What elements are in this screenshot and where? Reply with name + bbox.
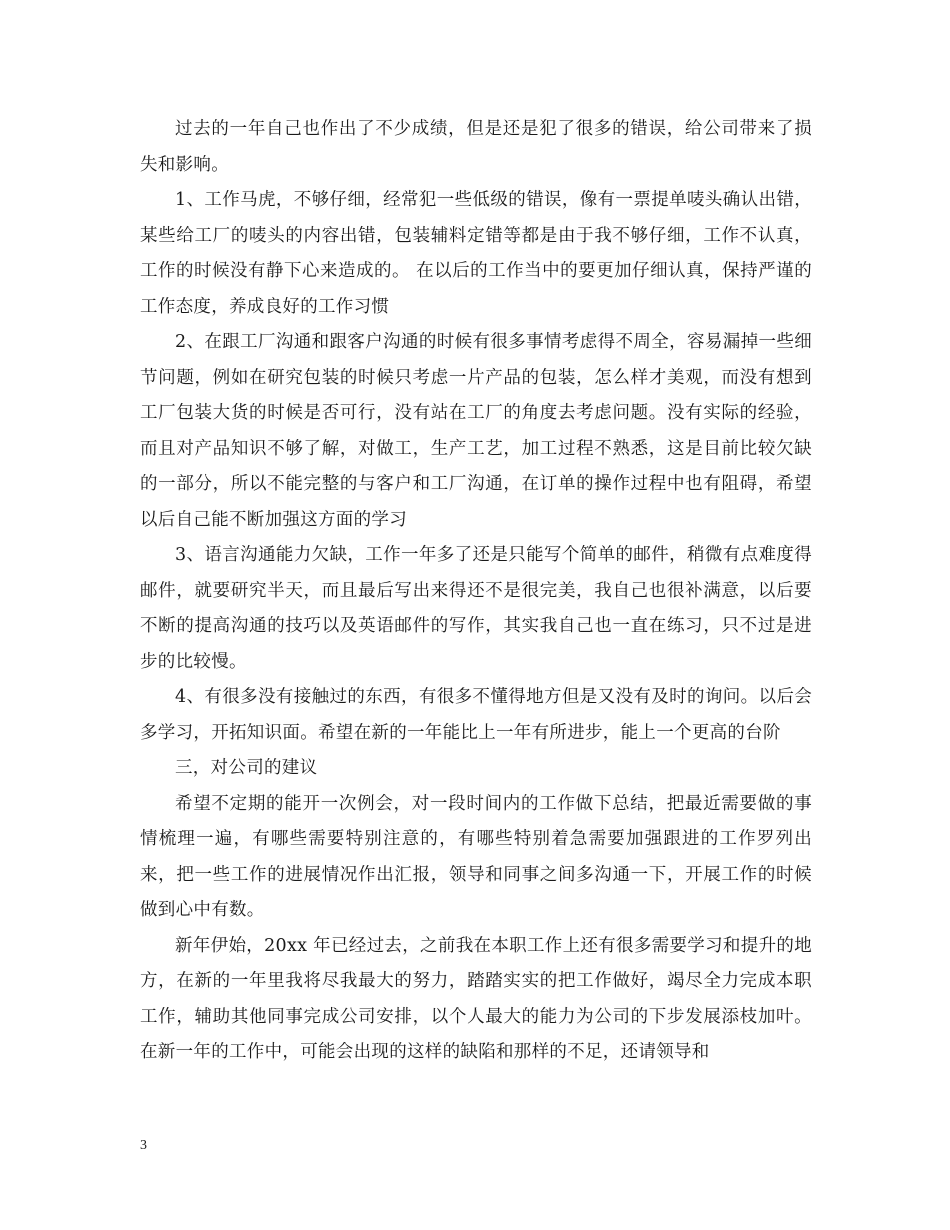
document-body — [140, 112, 812, 1071]
paragraph-suggestion: 希望不定期的能开一次例会，对一段时间内的工作做下总结，把最近需要做的事情梳理一遍，有哪些需要特别注意的，有哪些特别着急需要加强跟进的工作罗列出来，把一些工作的进展情况作出汇报，领导和同事之间多沟通一下，开展工作的时候做到心中有数。 — [140, 793, 812, 920]
paragraph-item-4: 4、有很多没有接触过的东西，有很多不懂得地方但是又没有及时的询问。以后会多学习，开拓知识面。希望在新的一年能比上一年有所进步，能上一个更高的台阶 — [140, 687, 812, 743]
page-number: 3 — [140, 1138, 147, 1153]
paragraph-item-2: 2、在跟工厂沟通和跟客户沟通的时候有很多事情考虑得不周全，容易漏掉一些细节问题，例如在研究包装的时候只考虑一片产品的包装，怎么样才美观，而没有想到工厂包装大货的时候是否可行，没有站在工厂的角度去考虑问题。没有实际的经验，而且对产品知识不够了解，对做工，生产工艺，加工过程不熟悉，这是目前比较欠缺的一部分，所以不能完整的与客户和工厂沟通，在订单的操作过程中也有阻碍，希望以后自己能不断加强这方面的学习 — [140, 332, 812, 530]
paragraph-new-year: 新年伊始，20xx 年已经过去，之前我在本职工作上还有很多需要学习和提升的地方，在新的一年里我将尽我最大的努力，踏踏实实的把工作做好，竭尽全力完成本职工作，辅助其他同事完成公司安排，以个人最大的能力为公司的下步发展添枝加叶。在新一年的工作中，可能会出现的这样的缺陷和那样的不足，还请领导和 — [140, 935, 812, 1062]
paragraph-item-3: 3、语言沟通能力欠缺，工作一年多了还是只能写个简单的邮件，稍微有点难度得邮件，就要研究半天，而且最后写出来得还不是很完美，我自己也很补满意，以后要不断的提高沟通的技巧以及英语邮件的写作，其实我自己也一直在练习，只不过是进步的比较慢。 — [140, 545, 812, 672]
paragraph-item-1: 1、工作马虎，不够仔细，经常犯一些低级的错误，像有一票提单唛头确认出错，某些给工厂的唛头的内容出错，包装辅料定错等都是由于我不够仔细，工作不认真，工作的时候没有静下心来造成的。 在以后的工作当中的要更加仔细认真，保持严谨的工作态度，养成良好的工作习惯 — [140, 190, 812, 317]
section-heading-suggestions: 三，对公司的建议 — [175, 758, 318, 778]
paragraph-intro: 过去的一年自己也作出了不少成绩，但是还是犯了很多的错误，给公司带来了损失和影响。 — [140, 119, 812, 175]
